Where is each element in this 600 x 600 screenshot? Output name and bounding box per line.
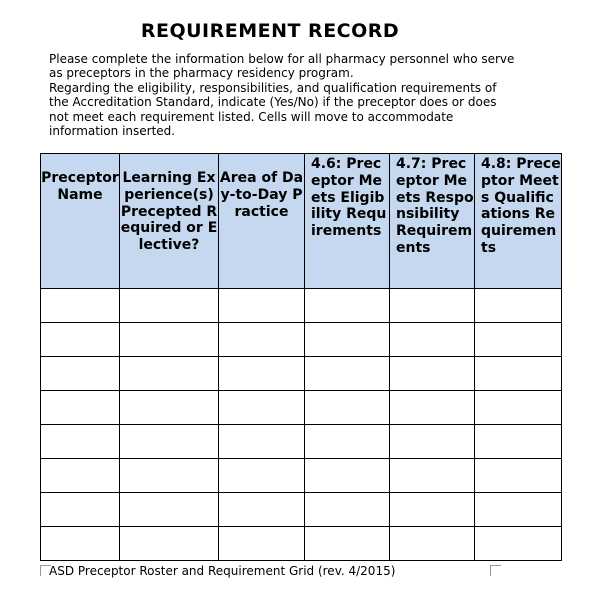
table-cell[interactable] — [120, 391, 219, 425]
header-qualifications: 4.8: Preceptor Meets Qualifications Requirements — [475, 154, 562, 289]
header-row — [41, 154, 562, 289]
table-row — [41, 527, 562, 561]
header-area-of-practice: Area of Day-to-Day Practice — [219, 154, 305, 289]
table-cell[interactable] — [475, 357, 562, 391]
table-cell[interactable] — [41, 459, 120, 493]
table-cell[interactable] — [120, 357, 219, 391]
table-cell[interactable] — [219, 527, 305, 561]
table-row — [41, 323, 562, 357]
table-cell[interactable] — [120, 425, 219, 459]
table-cell[interactable] — [41, 493, 120, 527]
table-row — [41, 357, 562, 391]
table-cell[interactable] — [475, 391, 562, 425]
table-cell[interactable] — [41, 425, 120, 459]
table-cell[interactable] — [390, 493, 475, 527]
table-cell[interactable] — [475, 527, 562, 561]
table-cell[interactable] — [41, 527, 120, 561]
table-row — [41, 493, 562, 527]
table-cell[interactable] — [219, 289, 305, 323]
table-cell[interactable] — [219, 357, 305, 391]
table-row — [41, 289, 562, 323]
table-row — [41, 391, 562, 425]
table-cell[interactable] — [475, 323, 562, 357]
table-cell[interactable] — [390, 459, 475, 493]
table-cell[interactable] — [41, 323, 120, 357]
table-cell[interactable] — [390, 425, 475, 459]
table-cell[interactable] — [41, 357, 120, 391]
table-cell[interactable] — [475, 493, 562, 527]
table-cell[interactable] — [120, 527, 219, 561]
page-title: REQUIREMENT RECORD — [140, 20, 400, 42]
table-cell[interactable] — [305, 493, 390, 527]
table-cell[interactable] — [219, 323, 305, 357]
table-cell[interactable] — [305, 425, 390, 459]
table-cell[interactable] — [41, 289, 120, 323]
table-cell[interactable] — [305, 357, 390, 391]
table-cell[interactable] — [390, 527, 475, 561]
table-cell[interactable] — [305, 459, 390, 493]
table-cell[interactable] — [475, 289, 562, 323]
table-cell[interactable] — [219, 391, 305, 425]
table-cell[interactable] — [390, 289, 475, 323]
table-cell[interactable] — [120, 323, 219, 357]
header-learning-experiences: Learning Experience(s) Precepted Required or Elective? — [120, 154, 219, 289]
crop-mark — [490, 565, 501, 576]
table-cell[interactable] — [120, 493, 219, 527]
table-cell[interactable] — [390, 391, 475, 425]
table-cell[interactable] — [390, 323, 475, 357]
table-cell[interactable] — [390, 357, 475, 391]
table-cell[interactable] — [219, 459, 305, 493]
table-cell[interactable] — [41, 391, 120, 425]
table-cell[interactable] — [120, 289, 219, 323]
table-cell[interactable] — [219, 493, 305, 527]
table-cell[interactable] — [305, 527, 390, 561]
footer-text: ASD Preceptor Roster and Requirement Grid (rev. 4/2015) — [49, 564, 396, 578]
intro-paragraph: Please complete the information below for all pharmacy personnel who serve as preceptors in the pharmacy residency program. — [49, 52, 515, 81]
requirement-grid — [40, 153, 562, 561]
table-cell[interactable] — [120, 459, 219, 493]
table-cell[interactable] — [305, 323, 390, 357]
table-cell[interactable] — [219, 425, 305, 459]
table-row — [41, 459, 562, 493]
table-cell[interactable] — [475, 459, 562, 493]
header-eligibility: 4.6: Preceptor Meets Eligibility Requirements — [305, 154, 390, 289]
table-cell[interactable] — [305, 391, 390, 425]
table-row — [41, 425, 562, 459]
table-cell[interactable] — [475, 425, 562, 459]
header-responsibility: 4.7: Preceptor Meets Responsibility Requirements — [390, 154, 475, 289]
table-cell[interactable] — [305, 289, 390, 323]
intro-paragraph: Regarding the eligibility, responsibilities, and qualification requirements of the Accreditation Standard, indicate (Yes/No) if the preceptor does or does not meet each requirement listed. Cells will move to accommodate information inserted. — [49, 80, 497, 139]
intro-text — [49, 52, 519, 138]
header-preceptor-name: Preceptor Name — [41, 154, 120, 289]
